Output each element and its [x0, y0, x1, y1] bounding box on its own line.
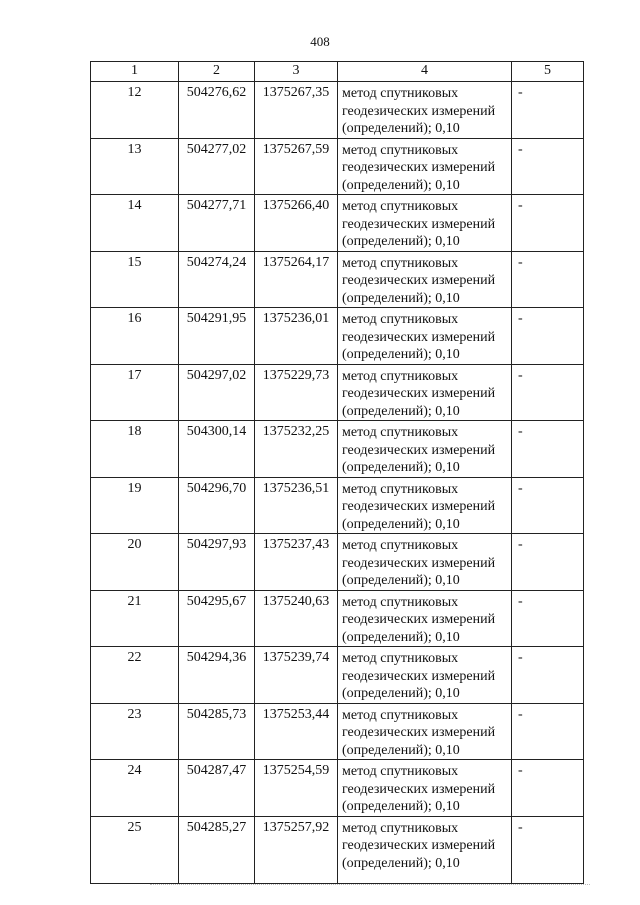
x-coordinate-cell: 504285,73 — [179, 703, 255, 760]
point-number-cell: 25 — [91, 816, 179, 883]
x-coordinate-cell: 504277,71 — [179, 195, 255, 252]
table-row — [91, 195, 584, 252]
point-number-cell: 16 — [91, 308, 179, 365]
note-cell: - — [512, 421, 584, 478]
point-number-cell: 12 — [91, 82, 179, 139]
x-coordinate-cell: 504277,02 — [179, 138, 255, 195]
page-number: 408 — [310, 34, 330, 49]
method-cell: метод спутниковых геодезических измерений (определений); 0,10 — [338, 534, 512, 591]
point-number-cell: 21 — [91, 590, 179, 647]
note-cell: - — [512, 816, 584, 883]
note-cell: - — [512, 703, 584, 760]
note-cell: - — [512, 477, 584, 534]
point-number-cell: 14 — [91, 195, 179, 252]
x-coordinate-cell: 504294,36 — [179, 647, 255, 704]
point-number-cell: 22 — [91, 647, 179, 704]
table-row — [91, 421, 584, 478]
note-cell: - — [512, 82, 584, 139]
method-cell: метод спутниковых геодезических измерений (определений); 0,10 — [338, 477, 512, 534]
table-row — [91, 760, 584, 817]
note-cell: - — [512, 251, 584, 308]
header-cell-1: 1 — [91, 62, 179, 82]
method-cell: метод спутниковых геодезических измерений (определений); 0,10 — [338, 195, 512, 252]
y-coordinate-cell: 1375232,25 — [255, 421, 338, 478]
table-row — [91, 138, 584, 195]
y-coordinate-cell: 1375264,17 — [255, 251, 338, 308]
note-cell: - — [512, 590, 584, 647]
table-row — [91, 308, 584, 365]
table-row — [91, 590, 584, 647]
note-cell: - — [512, 364, 584, 421]
x-coordinate-cell: 504300,14 — [179, 421, 255, 478]
point-number-cell: 13 — [91, 138, 179, 195]
footer-scan-line — [150, 884, 590, 885]
y-coordinate-cell: 1375239,74 — [255, 647, 338, 704]
header-cell-5: 5 — [512, 62, 584, 82]
note-cell: - — [512, 534, 584, 591]
point-number-cell: 23 — [91, 703, 179, 760]
method-cell: метод спутниковых геодезических измерений (определений); 0,10 — [338, 760, 512, 817]
y-coordinate-cell: 1375254,59 — [255, 760, 338, 817]
point-number-cell: 18 — [91, 421, 179, 478]
table-row — [91, 477, 584, 534]
point-number-cell: 17 — [91, 364, 179, 421]
y-coordinate-cell: 1375237,43 — [255, 534, 338, 591]
table-header — [91, 62, 584, 82]
header-cell-4: 4 — [338, 62, 512, 82]
x-coordinate-cell: 504297,02 — [179, 364, 255, 421]
table-row — [91, 816, 584, 883]
note-cell: - — [512, 308, 584, 365]
y-coordinate-cell: 1375257,92 — [255, 816, 338, 883]
header-row — [91, 62, 584, 82]
method-cell: метод спутниковых геодезических измерений (определений); 0,10 — [338, 138, 512, 195]
x-coordinate-cell: 504295,67 — [179, 590, 255, 647]
point-number-cell: 20 — [91, 534, 179, 591]
table-row — [91, 534, 584, 591]
y-coordinate-cell: 1375267,59 — [255, 138, 338, 195]
method-cell: метод спутниковых геодезических измерений (определений); 0,10 — [338, 590, 512, 647]
x-coordinate-cell: 504274,24 — [179, 251, 255, 308]
note-cell: - — [512, 647, 584, 704]
point-number-cell: 19 — [91, 477, 179, 534]
y-coordinate-cell: 1375236,51 — [255, 477, 338, 534]
x-coordinate-cell: 504285,27 — [179, 816, 255, 883]
method-cell: метод спутниковых геодезических измерений (определений); 0,10 — [338, 816, 512, 883]
note-cell: - — [512, 195, 584, 252]
y-coordinate-cell: 1375240,63 — [255, 590, 338, 647]
y-coordinate-cell: 1375229,73 — [255, 364, 338, 421]
y-coordinate-cell: 1375267,35 — [255, 82, 338, 139]
method-cell: метод спутниковых геодезических измерений (определений); 0,10 — [338, 364, 512, 421]
note-cell: - — [512, 760, 584, 817]
note-cell: - — [512, 138, 584, 195]
point-number-cell: 24 — [91, 760, 179, 817]
table-row — [91, 82, 584, 139]
y-coordinate-cell: 1375266,40 — [255, 195, 338, 252]
header-cell-2: 2 — [179, 62, 255, 82]
table-row — [91, 703, 584, 760]
x-coordinate-cell: 504297,93 — [179, 534, 255, 591]
method-cell: метод спутниковых геодезических измерений (определений); 0,10 — [338, 703, 512, 760]
header-cell-3: 3 — [255, 62, 338, 82]
method-cell: метод спутниковых геодезических измерений (определений); 0,10 — [338, 647, 512, 704]
table-row — [91, 251, 584, 308]
method-cell: метод спутниковых геодезических измерений (определений); 0,10 — [338, 251, 512, 308]
table-row — [91, 364, 584, 421]
x-coordinate-cell: 504296,70 — [179, 477, 255, 534]
method-cell: метод спутниковых геодезических измерений (определений); 0,10 — [338, 82, 512, 139]
method-cell: метод спутниковых геодезических измерений (определений); 0,10 — [338, 421, 512, 478]
table-row — [91, 647, 584, 704]
method-cell: метод спутниковых геодезических измерений (определений); 0,10 — [338, 308, 512, 365]
point-number-cell: 15 — [91, 251, 179, 308]
y-coordinate-cell: 1375236,01 — [255, 308, 338, 365]
table-body — [91, 82, 584, 884]
coordinates-table — [90, 61, 584, 884]
y-coordinate-cell: 1375253,44 — [255, 703, 338, 760]
x-coordinate-cell: 504276,62 — [179, 82, 255, 139]
x-coordinate-cell: 504291,95 — [179, 308, 255, 365]
x-coordinate-cell: 504287,47 — [179, 760, 255, 817]
